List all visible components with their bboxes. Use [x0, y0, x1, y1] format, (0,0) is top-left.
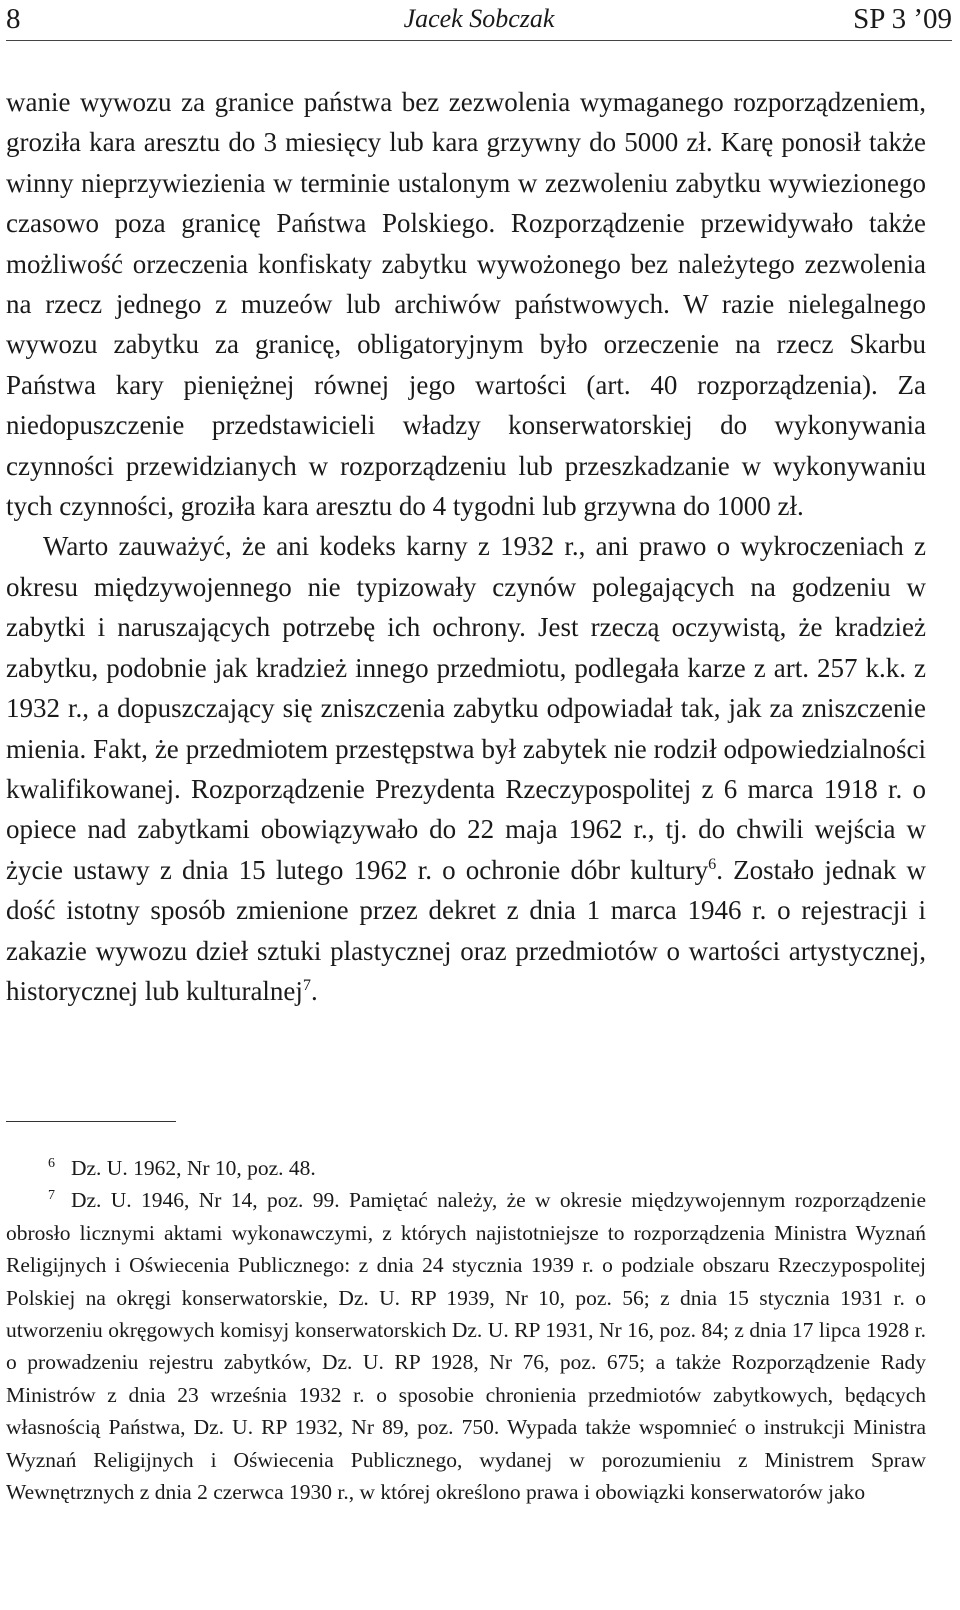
paragraph-text: Warto zauważyć, że ani kodeks karny z 1932 r., ani prawo o wykroczeniach z okresu międzywojennego nie typizowały czynów polegających na godzeniu w zabytki i naruszających potrzebę ich ochrony. Jest rzeczą oczywistą, że kradzież zabytku, podobnie jak kradzież innego przedmiotu, podlegała karze z art. 257 k.k. z 1932 r., a dopuszczający się zniszczenia zabytku odpowiadał tak, jak za zniszczenie mienia. Fakt, że przedmiotem przestępstwa był zabytek nie rodził odpowiedzialności kwalifikowanej. Rozporządzenie Prezydenta Rzeczypospolitej z 6 marca 1918 r. o opiece nad zabytkami obowiązywało do 22 maja 1962 r., tj. do chwili wejścia w życie ustawy z dnia 15 lutego 1962 r. o ochronie dóbr kultury — [6, 531, 926, 885]
paragraph-end: . — [311, 975, 318, 1006]
footnote-text: Dz. U. 1962, Nr 10, poz. 48. — [70, 1156, 316, 1180]
footnote-mark: 7 — [48, 1188, 55, 1204]
footnote-7 — [6, 1184, 926, 1508]
footnote-mark: 6 — [48, 1155, 55, 1171]
footnote-separator — [6, 1121, 176, 1122]
paragraph-text: . Zostało jednak w dość istotny sposób zmienione przez dekret z dnia 1 marca 1946 r. o rejestracji i zakazie wywozu dzieł sztuki plastycznej oraz przedmiotów o wartości artystycznej, historycznej lub kulturalnej — [6, 854, 926, 1006]
footnote-reference-6[interactable]: 6 — [708, 854, 717, 873]
page-number: 8 — [6, 3, 21, 35]
running-author: Jacek Sobczak — [403, 4, 555, 33]
paragraph-continued: wanie wywozu za granice państwa bez zezwolenia wymaganego rozporządzeniem, groziła kara aresztu do 3 miesięcy lub kara grzywny do 5000 zł. Karę ponosił także winny nieprzywiezienia w terminie ustalonym w zezwoleniu zabytku wywiezionego czasowo poza granicę Państwa Polskiego. Rozporządzenie przewidywało także możliwość orzeczenia konfiskaty zabytku wywożonego bez należytego zezwolenia na rzecz jednego z muzeów lub archiwów państwowych. W razie nielegalnego wywozu zabytku za granicę, obligatoryjnym było orzeczenie na rzecz Skarbu Państwa kary pieniężnej równej jego wartości (art. 40 rozporządzenia). Za niedopuszczenie przedstawicieli władzy konserwatorskiej do wykonywania czynności przewidzianych w rozporządzeniu lub przeszkadzanie w wykonywaniu tych czynności, groziła kara aresztu do 4 tygodni lub grzywna do 1000 zł. — [6, 87, 926, 522]
paragraph — [6, 526, 926, 1011]
footnotes — [6, 1152, 926, 1508]
journal-issue: SP 3 ’09 — [853, 3, 952, 35]
main-text — [6, 82, 926, 1011]
running-header — [6, 0, 952, 41]
footnote-reference-7[interactable]: 7 — [302, 975, 312, 994]
footnote-text: Dz. U. 1946, Nr 14, poz. 99. Pamiętać należy, że w okresie międzywojennym rozporządzenie obrosło licznymi aktami wykonawczymi, z których najistotniejsze to rozporządzenia Ministra Wyznań Religijnych i Oświecenia Publicznego: z dnia 24 stycznia 1939 r. o podziale obszaru Rzeczypospolitej Polskiej na okręgi konserwatorskie, Dz. U. RP 1939, Nr 10, poz. 56; z dnia 15 stycznia 1931 r. o utworzeniu okręgowych komisyj konserwatorskich Dz. U. RP 1931, Nr 16, poz. 84; z dnia 17 lipca 1928 r. o prowadzeniu rejestru zabytków, Dz. U. RP 1928, Nr 76, poz. 675; a także Rozporządzenie Rady Ministrów z dnia 23 września 1932 r. o sposobie chronienia przedmiotów zabytkowych, będących własnością Państwa, Dz. U. RP 1932, Nr 89, poz. 750. Wypada także wspomnieć o instrukcji Ministra Wyznań Religijnych i Oświecenia Publicznego, wydanej w porozumieniu z Ministrem Spraw Wewnętrznych z dnia 2 czerwca 1930 r., w której określono prawa i obowiązki konserwatorów jako — [6, 1188, 926, 1505]
footnote-6 — [6, 1152, 926, 1184]
